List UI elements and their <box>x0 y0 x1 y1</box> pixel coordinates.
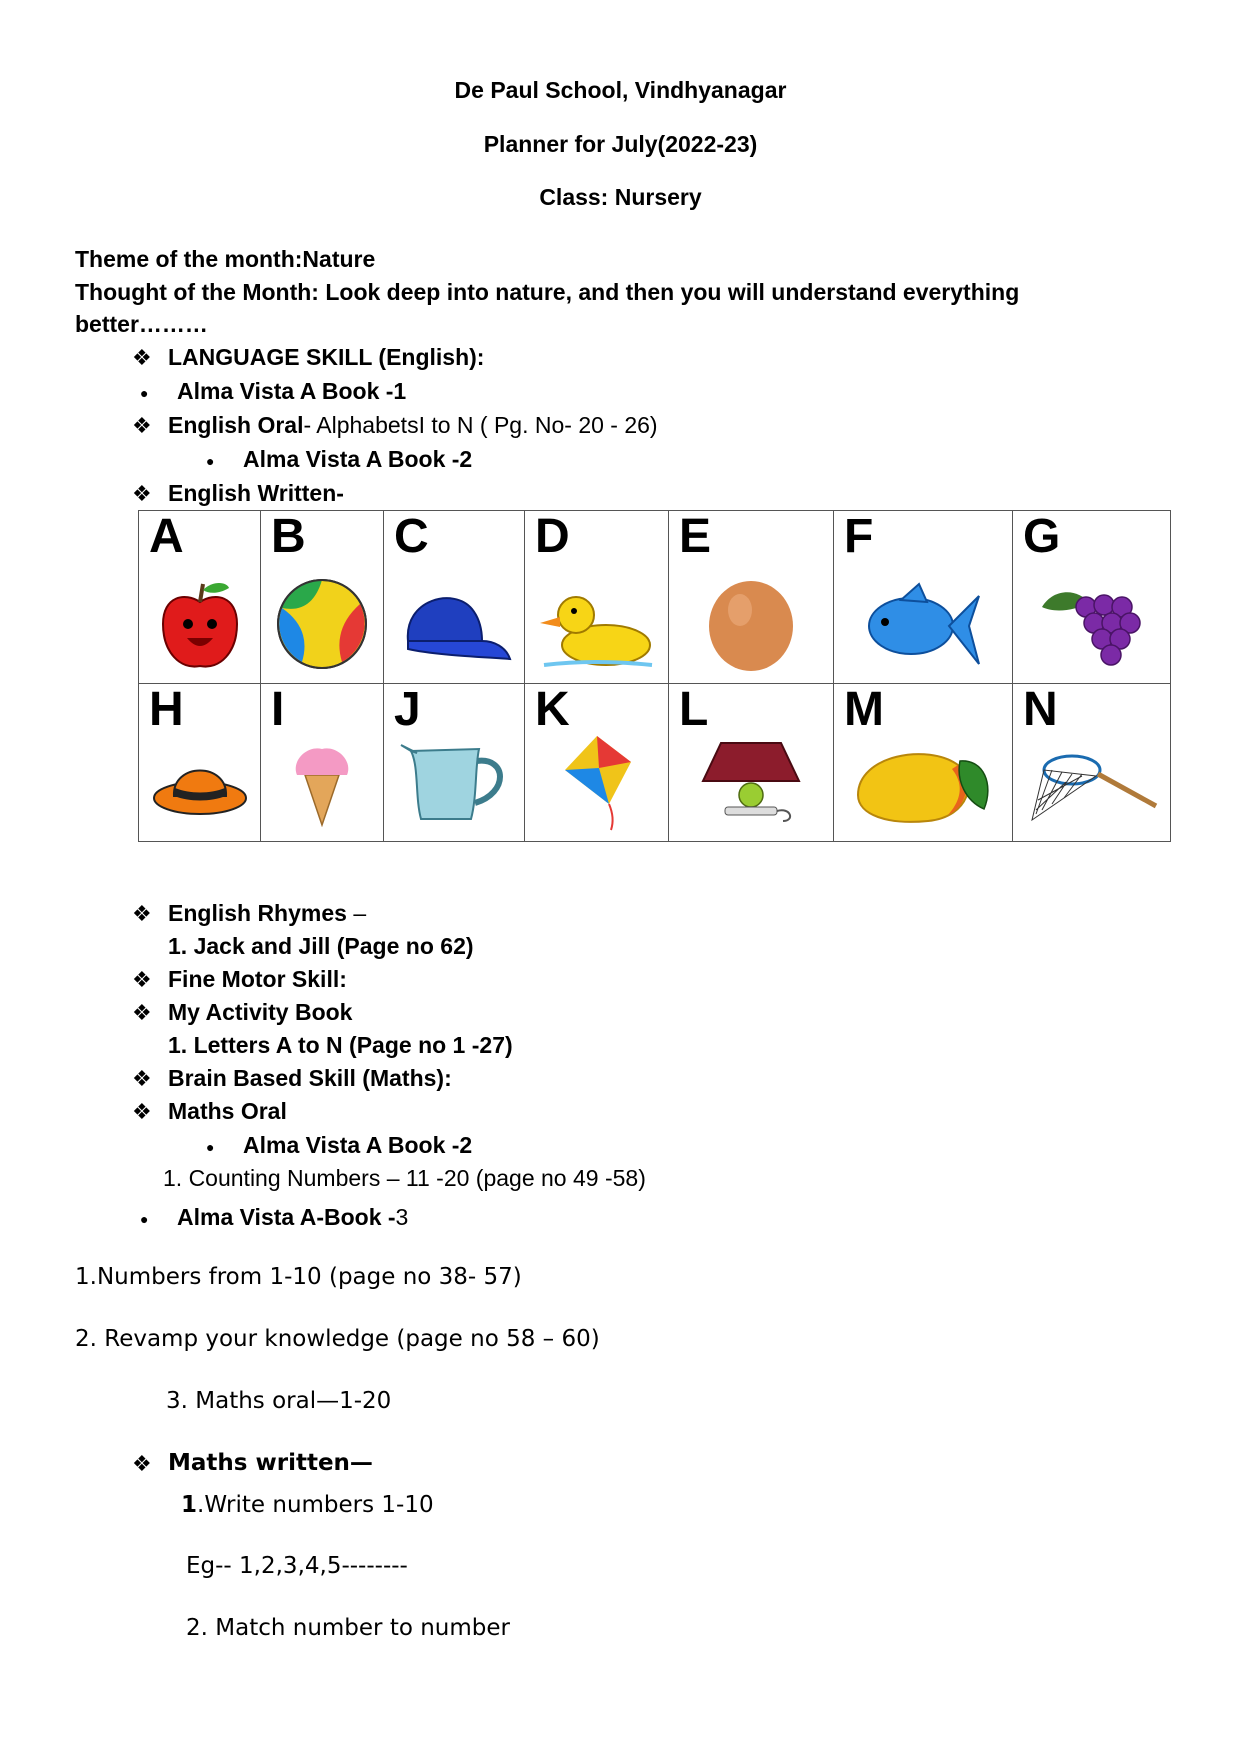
alphabet-cell-d <box>525 511 669 684</box>
letter-l: L <box>679 683 709 736</box>
letter-a: A <box>149 510 184 563</box>
diamond-bullet-icon: ❖ <box>132 1066 152 1091</box>
ice-cream-icon <box>261 727 383 837</box>
letter-b: B <box>271 510 306 563</box>
theme-of-month: Theme of the month:Nature <box>75 246 376 272</box>
alphabet-cell-a <box>139 511 261 684</box>
kite-icon <box>525 727 668 837</box>
alphabet-cell-b <box>261 511 384 684</box>
class-label: Class: Nursery <box>539 184 702 210</box>
net-icon <box>1013 727 1170 837</box>
letter-m: M <box>844 683 884 736</box>
letter-e: E <box>679 510 712 563</box>
letter-d: D <box>535 510 570 563</box>
write-numbers <box>181 1492 434 1518</box>
english-rhymes-dash: – <box>353 900 367 926</box>
alphabet-cell-e <box>669 511 834 684</box>
english-rhymes <box>168 900 366 927</box>
english-written: English Written- <box>168 480 344 506</box>
jug-icon <box>384 727 524 837</box>
alma-vista-book-3 <box>177 1204 408 1231</box>
bullet-icon: ● <box>206 453 215 469</box>
alma-vista-book-3-label: Alma Vista A-Book - <box>177 1204 396 1230</box>
alphabet-row-1 <box>139 511 1171 684</box>
diamond-bullet-icon: ❖ <box>132 413 152 438</box>
my-activity-book: My Activity Book <box>168 999 353 1025</box>
alphabet-cell-f <box>834 511 1013 684</box>
match-number: 2. Match number to number <box>186 1615 510 1641</box>
alphabet-cell-k <box>525 684 669 842</box>
english-oral-label: English Oral <box>168 412 304 438</box>
cap-icon <box>384 569 524 679</box>
diamond-bullet-icon: ❖ <box>132 1099 152 1124</box>
letter-k: K <box>535 683 570 736</box>
alphabet-cell-j <box>384 684 525 842</box>
diamond-bullet-icon: ❖ <box>132 481 152 506</box>
example-numbers: Eg-- 1,2,3,4,5-------- <box>186 1553 408 1579</box>
diamond-bullet-icon: ❖ <box>132 967 152 992</box>
alphabet-cell-i <box>261 684 384 842</box>
write-numbers-index: 1 <box>181 1492 198 1518</box>
maths-oral-range: 3. Maths oral—1-20 <box>166 1388 392 1414</box>
write-numbers-text: .Write numbers 1-10 <box>197 1492 434 1518</box>
bullet-icon: ● <box>140 1211 149 1227</box>
thought-continuation: better……… <box>75 311 208 337</box>
thought-of-month: Thought of the Month: Look deep into nature, and then you will understand everything <box>75 279 1020 305</box>
alphabet-cell-l <box>669 684 834 842</box>
letter-n: N <box>1023 683 1058 736</box>
letter-f: F <box>844 510 874 563</box>
planner-title: Planner for July(2022-23) <box>483 131 758 157</box>
lamp-icon <box>669 727 833 837</box>
alma-vista-maths-book-2: Alma Vista A Book -2 <box>243 1132 473 1158</box>
english-rhymes-label: English Rhymes <box>168 900 347 926</box>
bullet-icon: ● <box>140 385 149 401</box>
alma-vista-book-3-number: 3 <box>395 1204 409 1230</box>
letter-g: G <box>1023 510 1061 563</box>
alphabet-cell-g <box>1013 511 1171 684</box>
letter-h: H <box>149 683 184 736</box>
egg-icon <box>669 569 833 679</box>
fish-icon <box>834 569 1012 679</box>
alphabet-cell-n <box>1013 684 1171 842</box>
brain-based-skill: Brain Based Skill (Maths): <box>168 1065 452 1091</box>
bullet-icon: ● <box>206 1139 215 1155</box>
mango-icon <box>834 727 1012 837</box>
letter-c: C <box>394 510 429 563</box>
maths-written-heading: Maths written— <box>168 1450 373 1476</box>
duck-icon <box>525 569 668 679</box>
grapes-icon <box>1013 569 1170 679</box>
apple-icon <box>139 569 260 679</box>
hat-icon <box>139 727 260 837</box>
alma-vista-book-2: Alma Vista A Book -2 <box>243 446 473 472</box>
english-oral <box>168 412 658 439</box>
diamond-bullet-icon: ❖ <box>132 901 152 926</box>
maths-oral-heading: Maths Oral <box>168 1098 287 1124</box>
alphabet-row-2 <box>139 684 1171 842</box>
counting-numbers: 1. Counting Numbers – 11 -20 (page no 49 -58) <box>163 1165 646 1191</box>
rhyme-item-1: 1. Jack and Jill (Page no 62) <box>168 933 474 959</box>
school-name: De Paul School, Vindhyanagar <box>454 77 787 103</box>
activity-item-1: 1. Letters A to N (Page no 1 -27) <box>168 1032 513 1058</box>
alphabet-cell-h <box>139 684 261 842</box>
letter-i: I <box>271 683 285 736</box>
alphabet-table <box>138 510 1171 842</box>
alphabet-cell-m <box>834 684 1013 842</box>
numbers-1-10: 1.Numbers from 1-10 (page no 38- 57) <box>75 1264 522 1290</box>
diamond-bullet-icon: ❖ <box>132 345 152 370</box>
diamond-bullet-icon: ❖ <box>132 1000 152 1025</box>
letter-j: J <box>394 683 421 736</box>
english-oral-text: - AlphabetsI to N ( Pg. No- 20 - 26) <box>303 412 658 438</box>
alma-vista-book-1: Alma Vista A Book -1 <box>177 378 407 404</box>
revamp-knowledge: 2. Revamp your knowledge (page no 58 – 60) <box>75 1326 600 1352</box>
fine-motor-skill: Fine Motor Skill: <box>168 966 347 992</box>
ball-icon <box>261 569 383 679</box>
language-skill-heading: LANGUAGE SKILL (English): <box>168 344 485 370</box>
alphabet-cell-c <box>384 511 525 684</box>
diamond-bullet-icon: ❖ <box>132 1451 152 1476</box>
